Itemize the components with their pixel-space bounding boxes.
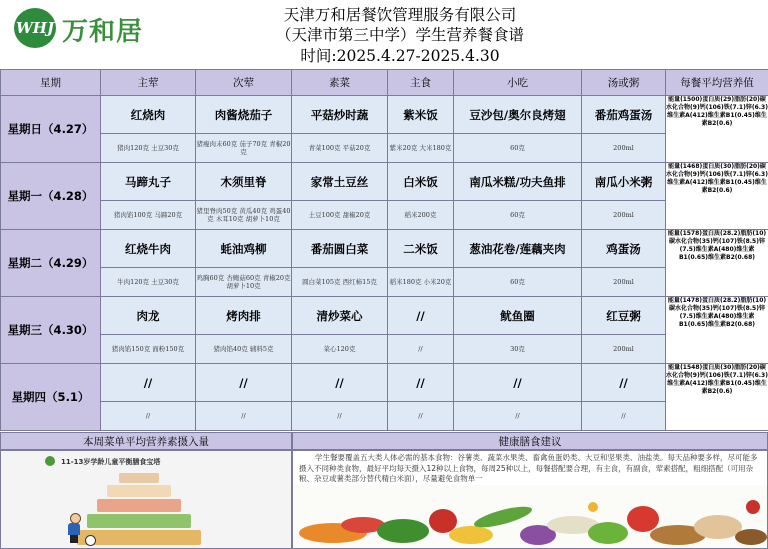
food-pyramid-panel <box>0 450 292 549</box>
ingredient-side-meat: 猪瘦肉末60克 茄子70克 青椒20克 <box>196 134 292 163</box>
dish-soup: // <box>582 364 666 402</box>
dish-soup: 番茄鸡蛋汤 <box>582 96 666 134</box>
dish-snack: 鱿鱼圈 <box>454 297 582 335</box>
ingredient-main-meat: 猪肉馅100克 马蹄20克 <box>101 201 196 230</box>
dish-main-meat: 马蹄丸子 <box>101 163 196 201</box>
vegetables-illustration <box>293 485 768 549</box>
nutrition-value: 能量(1578)蛋白质(28.2)脂肪(10)碳水化合物(35)钙(107)铁(8.5)锌(7.5)维生素A(480)维生素B1(0.65)维生素B2(0.68) <box>666 230 768 297</box>
dish-main-meat: 红烧牛肉 <box>101 230 196 268</box>
dish-staple: // <box>388 364 454 402</box>
ingredient-row <box>1 402 768 431</box>
col-header-soup: 汤或粥 <box>582 70 666 96</box>
ingredient-vegetable: // <box>292 402 388 431</box>
nutrition-value: 能量(1478)蛋白质(28.2)脂肪(10)碳水化合物(35)钙(107)铁(8.5)锌(7.5)维生素A(480)维生素B1(0.65)维生素B2(0.68) <box>666 297 768 364</box>
dish-side-meat: 木须里脊 <box>196 163 292 201</box>
col-header-side-meat: 次荤 <box>196 70 292 96</box>
header-row <box>1 70 768 96</box>
col-header-vegetable: 素菜 <box>292 70 388 96</box>
col-header-main-meat: 主荤 <box>101 70 196 96</box>
ingredient-soup: 200ml <box>582 335 666 364</box>
dish-side-meat: // <box>196 364 292 402</box>
dish-staple: 白米饭 <box>388 163 454 201</box>
ingredient-vegetable: 圆白菜105克 西红柿15克 <box>292 268 388 297</box>
dish-vegetable: 平菇炒时蔬 <box>292 96 388 134</box>
date-range: 时间:2025.4.27-2025.4.30 <box>300 47 500 65</box>
col-header-day: 星期 <box>1 70 101 96</box>
ingredient-main-meat: 猪肉120克 土豆30克 <box>101 134 196 163</box>
nutrition-value: 能量(1548)蛋白质(30)脂肪(20)碳水化合物(9)钙(106)铁(7.1)锌(6.3)维生素A(412)维生素B1(0.45)维生素B2(0.6) <box>666 364 768 431</box>
dish-main-meat: // <box>101 364 196 402</box>
menu-table <box>0 69 768 431</box>
ingredient-snack: 60克 <box>454 201 582 230</box>
col-header-nutrition: 每餐平均营养值 <box>666 70 768 96</box>
dish-soup: 红豆粥 <box>582 297 666 335</box>
ingredient-side-meat: 鸡胸60克 杏鲍菇60克 青椒20克 胡萝卜10克 <box>196 268 292 297</box>
dish-soup: 鸡蛋汤 <box>582 230 666 268</box>
ingredient-snack: 60克 <box>454 268 582 297</box>
ingredient-staple: 紫米20克 大米180克 <box>388 134 454 163</box>
dish-row <box>1 230 768 268</box>
dish-row <box>1 96 768 134</box>
dish-side-meat: 肉酱烧茄子 <box>196 96 292 134</box>
nutrient-intake-title: 本周菜单平均营养素摄入量 <box>0 432 292 450</box>
dish-snack: 葱油花卷/莲藕夹肉 <box>454 230 582 268</box>
dish-row <box>1 297 768 335</box>
dish-side-meat: 烤肉排 <box>196 297 292 335</box>
soccer-ball-icon <box>85 535 96 546</box>
dish-snack: // <box>454 364 582 402</box>
col-header-staple: 主食 <box>388 70 454 96</box>
ingredient-staple: // <box>388 335 454 364</box>
ingredient-row <box>1 335 768 364</box>
pyramid-tier-meat-fish <box>97 499 181 512</box>
dish-snack: 豆沙包/奥尔良烤翅 <box>454 96 582 134</box>
pyramid-tier-oil-salt <box>119 473 159 483</box>
page-header <box>0 0 768 69</box>
dish-row <box>1 364 768 402</box>
nutrition-value: 能量(1500)蛋白质(29)脂肪(20)碳水化合物(9)钙(106)铁(7.1)锌(6.3)维生素A(412)维生素B1(0.45)维生素B2(0.6) <box>666 96 768 163</box>
ingredient-side-meat: // <box>196 402 292 431</box>
ingredient-vegetable: 菜心120克 <box>292 335 388 364</box>
ingredient-vegetable: 青菜100克 平菇20克 <box>292 134 388 163</box>
day-label: 星期二（4.29） <box>1 230 101 297</box>
ingredient-main-meat: 牛肉120克 土豆30克 <box>101 268 196 297</box>
dish-staple: // <box>388 297 454 335</box>
dish-main-meat: 肉龙 <box>101 297 196 335</box>
dish-side-meat: 蚝油鸡柳 <box>196 230 292 268</box>
diet-advice-text: 学生餐要覆盖五大类人体必需的基本食物：谷薯类、蔬菜水果类、畜禽鱼蛋奶类、大豆和坚果类、油盐类。每天品种要多样，尽可能多摄入不同种类食物，最好平均每天摄入12种以上食物，每周25种以上，每餐搭配要合理，有主食，有副食，荤素搭配，粗细搭配（可用杂粮、杂豆或薯类部分替代精白米面），尽量避免食物单一 <box>299 453 758 483</box>
ingredient-main-meat: 猪肉馅150克 面粉150克 <box>101 335 196 364</box>
diet-advice-title: 健康膳食建议 <box>292 432 768 450</box>
ingredient-staple: // <box>388 402 454 431</box>
ingredient-staple: 稻米180克 小米20克 <box>388 268 454 297</box>
diet-advice-panel <box>292 450 768 549</box>
dish-staple: 紫米饭 <box>388 96 454 134</box>
ingredient-soup: 200ml <box>582 268 666 297</box>
company-logo <box>14 8 154 48</box>
ingredient-row <box>1 134 768 163</box>
day-label: 星期一（4.28） <box>1 163 101 230</box>
ingredient-vegetable: 土豆100克 甜椒20克 <box>292 201 388 230</box>
logo-text: 万和居 <box>62 17 144 47</box>
dish-main-meat: 红烧肉 <box>101 96 196 134</box>
dish-staple: 二米饭 <box>388 230 454 268</box>
ingredient-snack: 30克 <box>454 335 582 364</box>
day-label: 星期日（4.27） <box>1 96 101 163</box>
ingredient-row <box>1 201 768 230</box>
ingredient-soup: 200ml <box>582 134 666 163</box>
menu-subtitle: （天津市第三中学）学生营养餐食谱 <box>275 26 524 44</box>
dish-vegetable: // <box>292 364 388 402</box>
child-figure-icon <box>67 513 81 543</box>
logo-mark: WHJ <box>14 8 56 48</box>
dish-row <box>1 163 768 201</box>
day-label: 星期四（5.1） <box>1 364 101 431</box>
company-name: 天津万和居餐饮管理服务有限公司 <box>283 6 517 24</box>
day-label: 星期三（4.30） <box>1 297 101 364</box>
dish-vegetable: 番茄圆白菜 <box>292 230 388 268</box>
dish-vegetable: 家常土豆丝 <box>292 163 388 201</box>
ingredient-main-meat: // <box>101 402 196 431</box>
nutrition-value: 能量(1468)蛋白质(30)脂肪(20)碳水化合物(9)钙(106)铁(7.1)锌(6.3)维生素A(412)维生素B1(0.45)维生素B2(0.6) <box>666 163 768 230</box>
ingredient-soup: 200ml <box>582 201 666 230</box>
dish-snack: 南瓜米糕/功夫鱼排 <box>454 163 582 201</box>
col-header-snack: 小吃 <box>454 70 582 96</box>
ingredient-row <box>1 268 768 297</box>
pyramid-tier-vegetable-fruit <box>87 514 191 528</box>
dish-soup: 南瓜小米粥 <box>582 163 666 201</box>
pyramid-title: 11-13岁学龄儿童平衡膳食宝塔 <box>61 458 161 466</box>
pyramid-badge-icon <box>45 456 55 466</box>
ingredient-soup: // <box>582 402 666 431</box>
pyramid-tier-dairy-soy <box>107 485 171 497</box>
dish-vegetable: 清炒菜心 <box>292 297 388 335</box>
ingredient-snack: // <box>454 402 582 431</box>
ingredient-staple: 稻米200克 <box>388 201 454 230</box>
ingredient-side-meat: 猪肉馅40克 辅料5克 <box>196 335 292 364</box>
ingredient-side-meat: 猪里脊肉50克 黄瓜40克 鸡蛋40克 木耳10克 胡萝卜10克 <box>196 201 292 230</box>
ingredient-snack: 60克 <box>454 134 582 163</box>
